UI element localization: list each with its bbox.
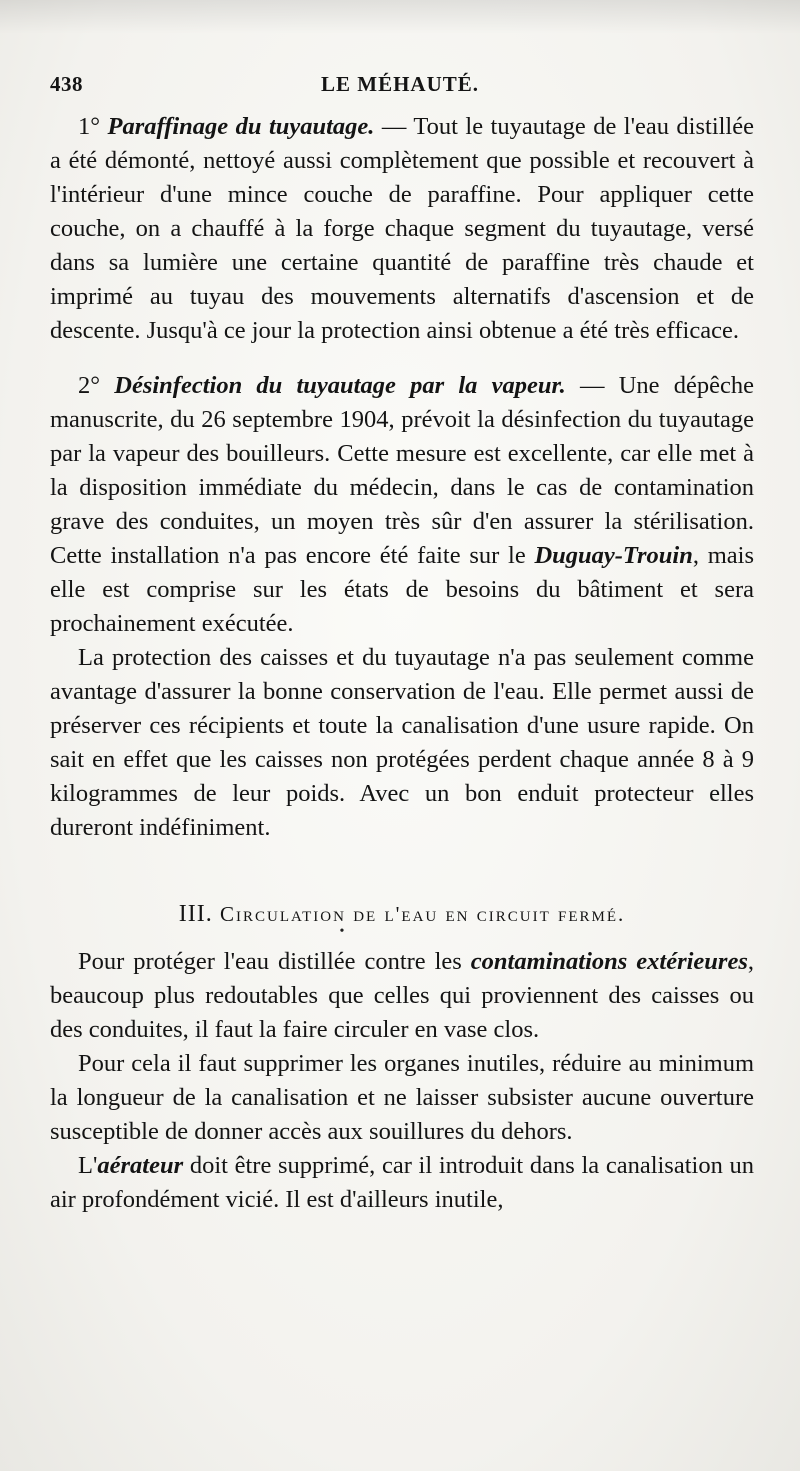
paragraph-text: Pour protéger l'eau distillée contre les (78, 948, 471, 975)
paragraph-title: Désinfection du tuyautage par la vapeur. (114, 372, 566, 399)
emphasis-text: aérateur (97, 1152, 184, 1179)
paragraph-text: — Tout le tuyautage de l'eau distillée a été démonté, nettoyé aussi complètement que possible et recouvert à l'intérieur d'une mince couche de paraffine. Pour appliquer cette couche, on a chauffé à la forge chaque segment du tuyautage, versé dans sa lumière une certaine quantité de paraffine très chaude et imprimé au tuyau des mouvements alternatifs d'ascension et de descente. Jusqu'à ce jour la protection ainsi obtenue a été très efficace. (50, 113, 754, 344)
running-title: LE MÉHAUTÉ. (320, 72, 480, 96)
section-number: III. (178, 901, 213, 927)
paragraph-text: La protection des caisses et du tuyautage n'a pas seulement comme avantage d'assurer la bonne conservation de l'eau. Elle permet aussi de préserver ces récipients et toute la canalisation d'une usure rapide. On sait en effet que les caisses non protégées perdent chaque année 8 à 9 kilogrammes de leur poids. Avec un bon enduit protecteur elles dureront indéfiniment. (50, 644, 754, 841)
ornament-dot-icon: • (339, 924, 345, 939)
ship-name: Duguay-Trouin (534, 542, 693, 569)
paragraph-text: Pour cela il faut supprimer les organes inutiles, réduire au minimum la longueur de la canalisation et ne laisser subsister aucune ouverture susceptible de donner accès aux souillures du dehors. (50, 1050, 754, 1145)
page-header (50, 72, 750, 102)
paragraph-desinfection (50, 369, 754, 641)
paragraph-text: , mais elle est comprise sur les états de besoins du bâtiment et sera prochainement exécutée. (50, 542, 754, 637)
emphasis-text: contaminations extérieures (470, 948, 748, 975)
paragraph-aerateur (50, 1149, 754, 1217)
paragraph-paraffinage (50, 110, 754, 348)
paragraph-protection (50, 641, 754, 845)
paragraph-number: 2° (78, 372, 115, 399)
paragraph-title: Paraffinage du tuyautage. (107, 113, 375, 140)
page-number: 438 (50, 72, 83, 96)
paragraph-text: doit être supprimé, car il introduit dans la canalisation un air profondément vicié. Il est d'ailleurs inutile, (50, 1152, 754, 1213)
paragraph-suppression (50, 1047, 754, 1149)
paragraph-number: 1° (78, 113, 108, 140)
section-title: Circulation de l'eau en circuit fermé. (219, 902, 626, 926)
body-text (50, 110, 754, 1217)
paragraph-text: , beaucoup plus redoutables que celles qui proviennent des caisses ou des conduites, il faut la faire circuler en vase clos. (50, 948, 754, 1043)
paragraph-text: — Une dépêche manuscrite, du 26 septembre 1904, prévoit la désinfection du tuyautage par la vapeur des bouilleurs. Cette mesure est excellente, car elle met à la disposition immédiate du médecin, dans le cas de contamination grave des conduites, un moyen très sûr d'en assurer la stérilisation. Cette installation n'a pas encore été faite sur le (50, 372, 754, 569)
paragraph-text: L' (78, 1152, 98, 1179)
paragraph-contaminations (50, 945, 754, 1047)
